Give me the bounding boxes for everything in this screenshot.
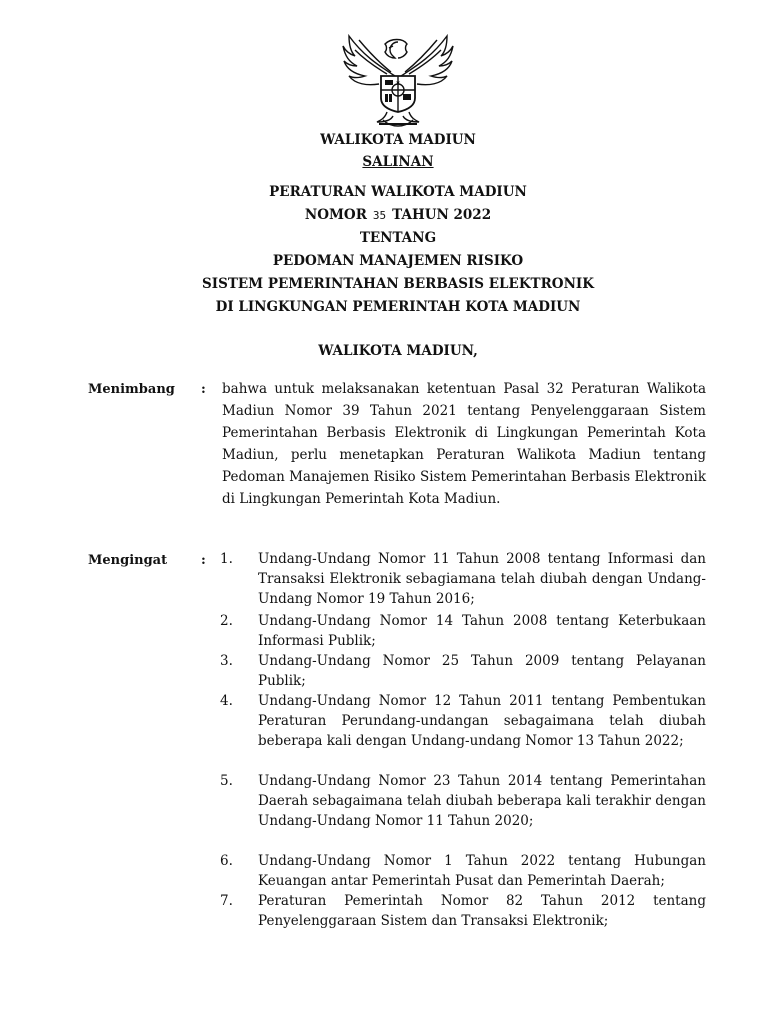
nomor-value: 35 xyxy=(372,209,387,222)
issuer-heading: WALIKOTA MADIUN, xyxy=(318,343,478,359)
mengingat-label: Mengingat xyxy=(88,553,168,568)
mengingat-item: Undang-Undang Nomor 1 Tahun 2022 tentang Hubungan Keuangan antar Pemerintah Pusat dan Pemerintah Daerah; xyxy=(258,853,706,889)
mengingat-item: Undang-Undang Nomor 25 Tahun 2009 tentang Pelayanan Publik; xyxy=(258,653,706,689)
regulation-number-line xyxy=(0,207,768,223)
official-title: WALIKOTA MADIUN xyxy=(320,132,476,148)
subject-line-3: DI LINGKUNGAN PEMERINTAH KOTA MADIUN xyxy=(215,299,581,315)
nomor-label: NOMOR xyxy=(304,207,367,223)
regulation-title: PERATURAN WALIKOTA MADIUN xyxy=(269,184,527,200)
mengingat-item: Peraturan Pemerintah Nomor 82 Tahun 2012 tentang Penyelenggaraan Sistem dan Transaksi Elektronik; xyxy=(258,893,706,929)
tahun-label: TAHUN 2022 xyxy=(392,207,492,223)
copy-mark: SALINAN xyxy=(362,154,434,170)
mengingat-item-number: 4. xyxy=(220,693,233,709)
menimbang-label: Menimbang xyxy=(88,382,175,397)
mengingat-item: Undang-Undang Nomor 14 Tahun 2008 tentang Keterbukaan Informasi Publik; xyxy=(258,613,706,649)
mengingat-item: Undang-Undang Nomor 11 Tahun 2008 tentang Informasi dan Transaksi Elektronik sebagiamana telah diubah dengan Undang- Undang Nomor 19 Tahun 2016; xyxy=(258,551,706,607)
mengingat-item-number: 1. xyxy=(220,551,233,567)
mengingat-item-number: 7. xyxy=(220,893,233,909)
mengingat-item-number: 6. xyxy=(220,853,233,869)
menimbang-text: bahwa untuk melaksanakan ketentuan Pasal 32 Peraturan Walikota Madiun Nomor 39 Tahun 2021 tentang Penyelenggaraan Sistem Pemerintahan Berbasis Elektronik di Lingkungan Pemerintah Kota Madiun, perlu menetapkan Peraturan Walikota Madiun tentang Pedoman Manajemen Risiko Sistem Pemerintahan Berbasis Elektronik di Lingkungan Pemerintah Kota Madiun. xyxy=(222,381,706,507)
subject-line-1: PEDOMAN MANAJEMEN RISIKO xyxy=(272,253,524,269)
mengingat-colon: : xyxy=(201,553,206,568)
garuda-emblem xyxy=(335,28,461,128)
mengingat-item-number: 3. xyxy=(220,653,233,669)
subject-line-2: SISTEM PEMERINTAHAN BERBASIS ELEKTRONIK xyxy=(202,276,594,292)
mengingat-item: Undang-Undang Nomor 12 Tahun 2011 tentang Pembentukan Peraturan Perundang-undangan sebagaimana telah diubah beberapa kali dengan Undang-undang Nomor 13 Tahun 2022; xyxy=(258,693,706,749)
mengingat-item-number: 5. xyxy=(220,773,233,789)
tentang-heading: TENTANG xyxy=(359,230,437,246)
menimbang-colon: : xyxy=(201,382,206,397)
mengingat-item: Undang-Undang Nomor 23 Tahun 2014 tentang Pemerintahan Daerah sebagaimana telah diubah beberapa kali terakhir dengan Undang-Undang Nomor 11 Tahun 2020; xyxy=(258,773,706,829)
mengingat-item-number: 2. xyxy=(220,613,233,629)
